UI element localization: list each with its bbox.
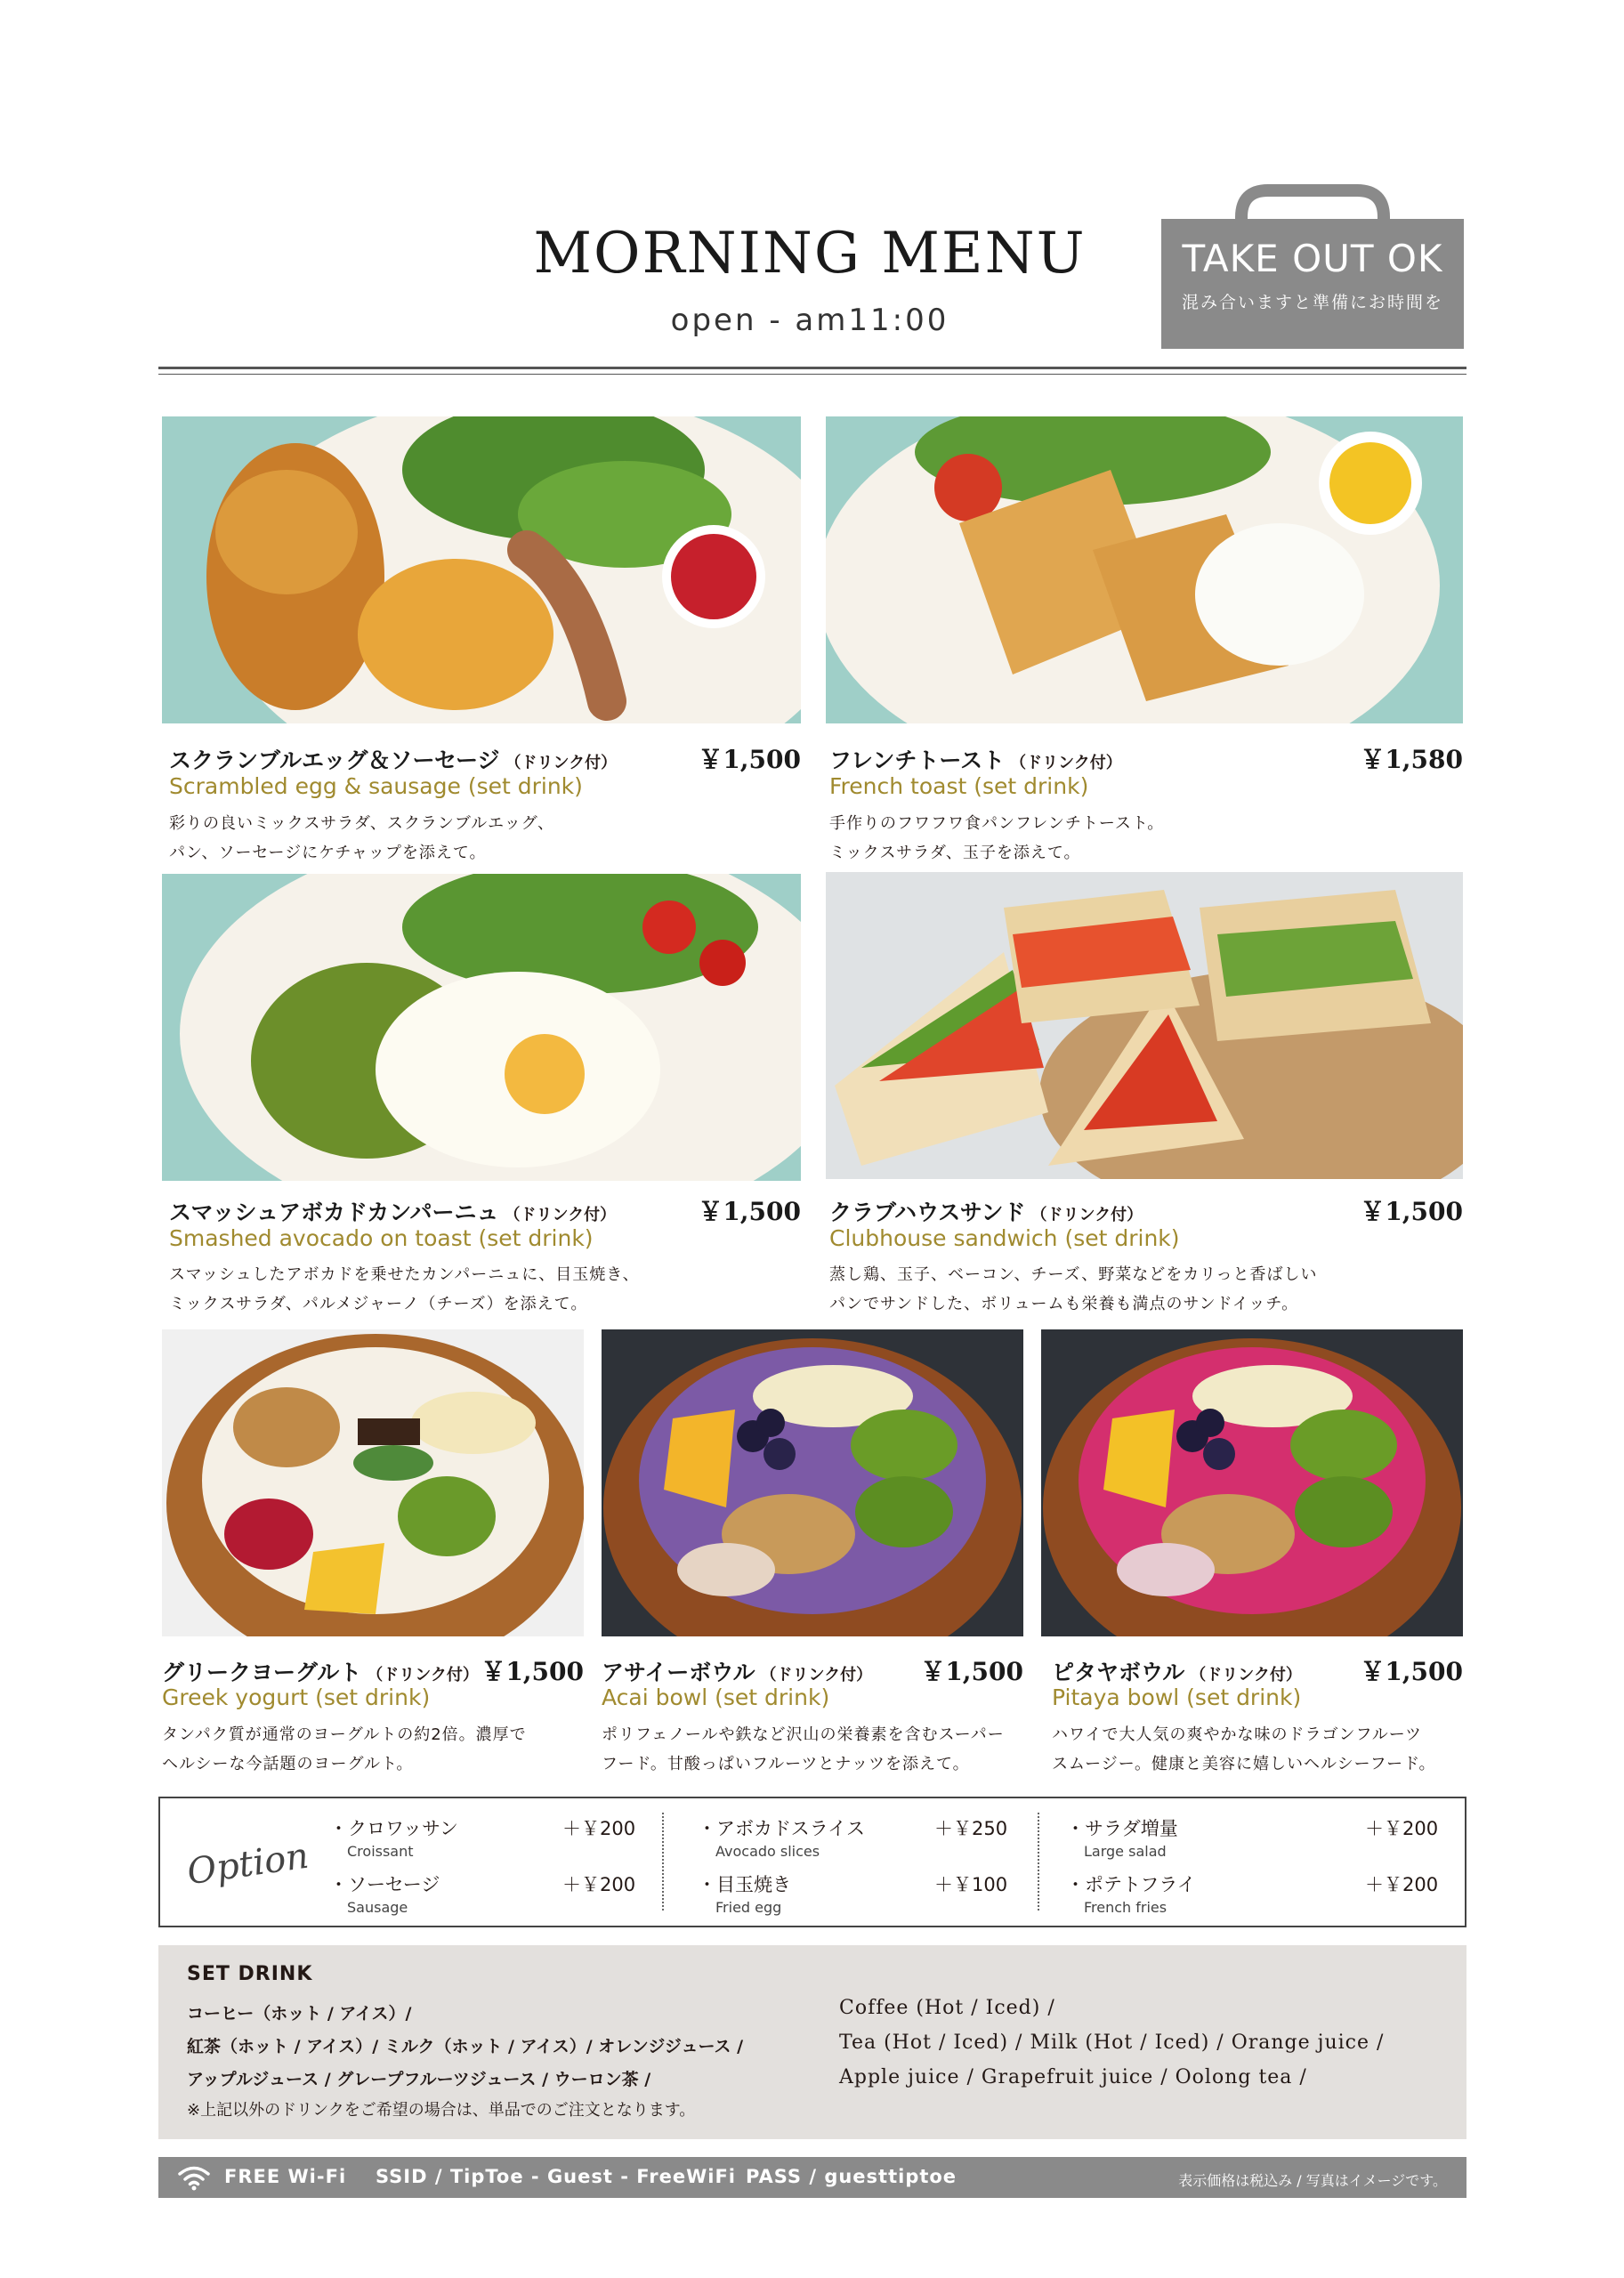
option-en: Large salad bbox=[1084, 1843, 1167, 1860]
item-price: ￥1,500 bbox=[481, 1657, 584, 1686]
header-divider-thin bbox=[158, 374, 1466, 375]
option-jp: ・アボカドスライス bbox=[698, 1818, 865, 1839]
item-description bbox=[1052, 1720, 1436, 1779]
menu-title: MORNING MENU bbox=[533, 221, 1087, 287]
desc-line: スムージー。健康と美容に嬉しいヘルシーフード。 bbox=[1052, 1755, 1436, 1773]
header-divider bbox=[158, 367, 1466, 369]
item-description bbox=[169, 1260, 640, 1319]
item-price: ￥1,500 bbox=[698, 1197, 801, 1226]
item-jp-name: グリークヨーグルト bbox=[162, 1660, 362, 1685]
option-en: Croissant bbox=[347, 1843, 414, 1860]
desc-line: タンパク質が通常のヨーグルトの約2倍。濃厚で bbox=[162, 1725, 527, 1744]
desc-line: ヘルシーな今話題のヨーグルト。 bbox=[162, 1755, 414, 1773]
item-en-name: Clubhouse sandwich (set drink) bbox=[829, 1225, 1180, 1251]
item-header bbox=[1052, 1652, 1463, 1688]
item-jp-name: スクランブルエッグ＆ソーセージ bbox=[169, 747, 500, 773]
option-item bbox=[1066, 1814, 1178, 1860]
item-jp-name: アサイーボウル bbox=[602, 1660, 755, 1685]
sandwich-photo bbox=[826, 872, 1463, 1179]
item-header bbox=[602, 1652, 1023, 1688]
option-item bbox=[698, 1814, 865, 1860]
pitaya-bowl-photo bbox=[1041, 1329, 1463, 1636]
acai-bowl-photo bbox=[602, 1329, 1023, 1636]
item-jp-name: スマッシュアボカドカンパーニュ bbox=[169, 1200, 499, 1225]
desc-line: 彩りの良いミックスサラダ、スクランブルエッグ、 bbox=[169, 814, 555, 833]
desc-line: パンでサンドした、ボリュームも栄養も満点のサンドイッチ。 bbox=[829, 1295, 1299, 1313]
item-price: ￥1,500 bbox=[920, 1657, 1023, 1686]
item-drink-note: （ドリンク付） bbox=[504, 1206, 617, 1224]
item-jp-name: ピタヤボウル bbox=[1052, 1660, 1185, 1685]
item-en-name: Pitaya bowl (set drink) bbox=[1052, 1684, 1302, 1710]
desc-line: パン、ソーセージにケチャップを添えて。 bbox=[169, 844, 487, 862]
set-drink-note: ※上記以外のドリンクをご希望の場合は、単品でのご注文となります。 bbox=[187, 2101, 696, 2120]
set-drink-en-line: Apple juice / Grapefruit juice / Oolong tea / bbox=[839, 2066, 1307, 2088]
takeout-title: TAKE OUT OK bbox=[1182, 237, 1443, 280]
item-price: ￥1,500 bbox=[698, 745, 801, 774]
option-item bbox=[329, 1814, 458, 1860]
set-drink-en-line: Tea (Hot / Iced) / Milk (Hot / Iced) / Orange juice / bbox=[839, 2032, 1385, 2054]
item-en-name: Acai bowl (set drink) bbox=[602, 1684, 830, 1710]
takeout-badge bbox=[1161, 219, 1464, 349]
set-drink-en-line: Coffee (Hot / Iced) / bbox=[839, 1997, 1055, 2019]
item-en-name: Scrambled egg & sausage (set drink) bbox=[169, 773, 583, 799]
item-drink-note: （ドリンク付） bbox=[505, 754, 618, 772]
item-header bbox=[169, 740, 801, 776]
item-description bbox=[169, 809, 554, 868]
item-header bbox=[829, 740, 1463, 776]
french-toast-photo bbox=[826, 416, 1463, 723]
option-price: ＋￥200 bbox=[1365, 1818, 1439, 1839]
yogurt-bowl-photo bbox=[162, 1329, 584, 1636]
desc-line: 手作りのフワフワ食パンフレンチトースト。 bbox=[829, 814, 1165, 833]
wifi-footer bbox=[158, 2157, 1466, 2198]
avocado-toast-photo bbox=[162, 874, 801, 1181]
croissant-plate-photo bbox=[162, 416, 801, 723]
item-drink-note: （ドリンク付） bbox=[1190, 1666, 1302, 1684]
item-jp-name: クラブハウスサンド bbox=[829, 1200, 1026, 1225]
item-price: ￥1,500 bbox=[1360, 1197, 1463, 1226]
item-header bbox=[829, 1192, 1463, 1228]
wifi-password: PASS / guesttiptoe bbox=[746, 2166, 957, 2187]
item-description bbox=[162, 1720, 527, 1779]
option-jp: ・目玉焼き bbox=[698, 1874, 791, 1895]
option-price: ＋￥100 bbox=[934, 1874, 1008, 1895]
option-en: Fried egg bbox=[715, 1899, 782, 1916]
item-drink-note: （ドリンク付） bbox=[1010, 754, 1122, 772]
item-description bbox=[829, 809, 1164, 868]
desc-line: ハワイで大人気の爽やかな味のドラゴンフルーツ bbox=[1052, 1725, 1423, 1744]
option-item bbox=[329, 1870, 440, 1916]
option-jp: ・サラダ増量 bbox=[1066, 1818, 1178, 1839]
item-drink-note: （ドリンク付） bbox=[760, 1666, 873, 1684]
desc-line: ポリフェノールや鉄など沢山の栄養素を含むスーパー bbox=[602, 1725, 1005, 1744]
item-drink-note: （ドリンク付） bbox=[1030, 1206, 1143, 1224]
item-header bbox=[169, 1192, 801, 1228]
item-en-name: Greek yogurt (set drink) bbox=[162, 1684, 431, 1710]
item-jp-name: フレンチトースト bbox=[829, 747, 1006, 773]
desc-line: 蒸し鶏、玉子、ベーコン、チーズ、野菜などをカリっと香ばしい bbox=[829, 1265, 1318, 1284]
option-price: ＋￥250 bbox=[934, 1818, 1008, 1839]
item-price: ￥1,500 bbox=[1360, 1657, 1463, 1686]
item-en-name: Smashed avocado on toast (set drink) bbox=[169, 1225, 594, 1251]
option-en: Avocado slices bbox=[715, 1843, 820, 1860]
wifi-ssid: SSID / TipToe - Guest - FreeWiFi bbox=[376, 2166, 736, 2187]
desc-line: ミックスサラダ、パルメジャーノ（チーズ）を添えて。 bbox=[169, 1295, 588, 1313]
opening-hours: open - am11:00 bbox=[670, 303, 949, 338]
desc-line: ミックスサラダ、玉子を添えて。 bbox=[829, 844, 1081, 862]
option-jp: ・ソーセージ bbox=[329, 1874, 440, 1895]
option-item bbox=[698, 1870, 791, 1916]
option-divider bbox=[1038, 1813, 1039, 1910]
desc-line: フード。甘酸っぱいフルーツとナッツを添えて。 bbox=[602, 1755, 970, 1773]
set-drink-jp-line: アップルジュース / グレープフルーツジュース / ウーロン茶 / bbox=[187, 2070, 651, 2089]
set-drink-title: SET DRINK bbox=[187, 1963, 313, 1985]
desc-line: スマッシュしたアボカドを乗せたカンパーニュに、目玉焼き、 bbox=[169, 1265, 640, 1284]
wifi-icon bbox=[176, 2164, 212, 2191]
wifi-label: FREE Wi-Fi bbox=[224, 2166, 347, 2187]
option-price: ＋￥200 bbox=[562, 1818, 636, 1839]
item-header bbox=[162, 1652, 584, 1688]
option-label: Option bbox=[184, 1835, 311, 1894]
item-description bbox=[829, 1260, 1317, 1319]
item-drink-note: （ドリンク付） bbox=[367, 1666, 479, 1684]
item-price: ￥1,580 bbox=[1360, 745, 1463, 774]
option-jp: ・ポテトフライ bbox=[1066, 1874, 1196, 1895]
option-en: Sausage bbox=[347, 1899, 408, 1916]
price-note: 表示価格は税込み / 写真はイメージです。 bbox=[1178, 2172, 1447, 2189]
option-price: ＋￥200 bbox=[1365, 1874, 1439, 1895]
set-drink-jp-line: コーヒー（ホット / アイス）/ bbox=[187, 2004, 412, 2024]
item-en-name: French toast (set drink) bbox=[829, 773, 1089, 799]
option-en: French fries bbox=[1084, 1899, 1168, 1916]
option-price: ＋￥200 bbox=[562, 1874, 636, 1895]
item-description bbox=[602, 1720, 1005, 1779]
set-drink-jp-line: 紅茶（ホット / アイス）/ ミルク（ホット / アイス）/ オレンジジュース / bbox=[187, 2037, 744, 2056]
option-item bbox=[1066, 1870, 1196, 1916]
option-divider bbox=[662, 1813, 664, 1910]
takeout-subtitle: 混み合いますと準備にお時間を bbox=[1181, 293, 1443, 312]
option-jp: ・クロワッサン bbox=[329, 1818, 458, 1839]
